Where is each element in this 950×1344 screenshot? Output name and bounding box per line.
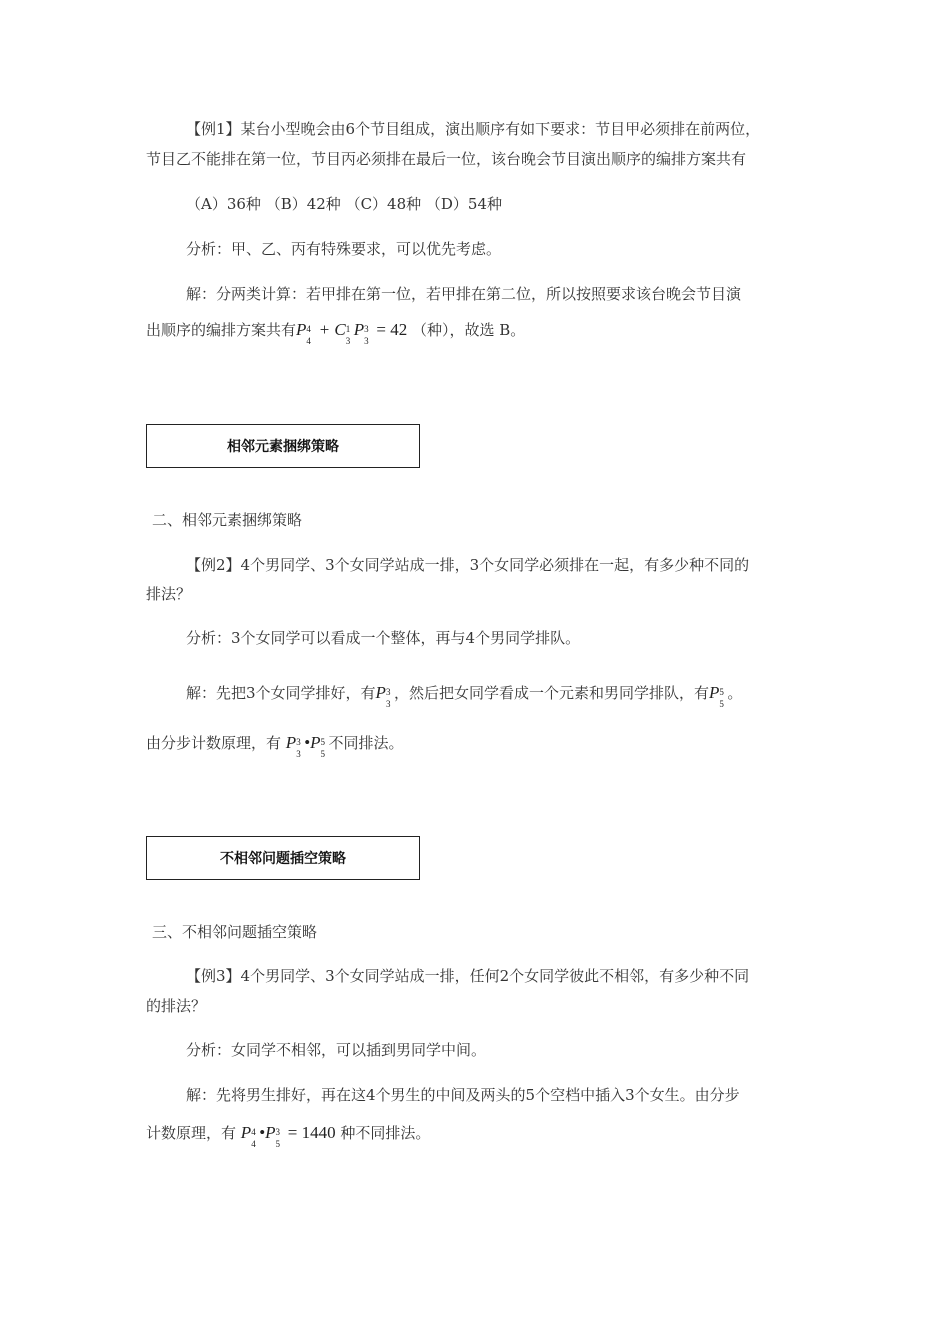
example2-solution-line1 — [186, 683, 743, 710]
example2-solution2-suffix: 不同排法。 — [328, 734, 404, 752]
example1-options: （A）36种 （B）42种 （C）48种 （D）54种 — [186, 195, 503, 213]
example2-question-line1: 【例2】4个男同学、3个女同学站成一排，3个女同学必须排在一起，有多少种不同的 — [186, 556, 750, 574]
section-title-box-adjacent — [146, 424, 420, 468]
example3-analysis: 分析：女同学不相邻，可以插到男同学中间。 — [186, 1041, 487, 1059]
section2-heading: 二、相邻元素捆绑策略 — [152, 511, 303, 529]
section3-heading: 三、不相邻问题插空策略 — [152, 923, 318, 941]
example2-analysis: 分析：3个女同学可以看成一个整体，再与4个男同学排队。 — [186, 629, 581, 647]
example2-formula-p55: P 5 5 — [708, 683, 724, 710]
example3-formula: P 4 4 •P 3 5 = 1440 — [240, 1123, 336, 1150]
example1-solution-line2 — [146, 320, 526, 347]
example3-question-line2: 的排法？ — [146, 997, 207, 1015]
example3-question-line1: 【例3】4个男同学、3个女同学站成一排，任何2个女同学彼此不相邻，有多少种不同 — [186, 967, 750, 985]
example1-question-line2: 节目乙不能排在第一位，节目丙必须排在最后一位，该台晚会节目演出顺序的编排方案共有 — [146, 150, 747, 168]
example2-solution-part-a: 解：先把3个女同学排好，有 — [186, 684, 376, 702]
example3-solution-line2 — [146, 1123, 431, 1150]
example3-solution2-prefix: 计数原理，有 — [146, 1124, 237, 1142]
section-title-box-adjacent-label: 相邻元素捆绑策略 — [227, 439, 339, 455]
example1-formula: P 4 4 + C 1 3 P 3 3 = 42 — [296, 320, 408, 347]
example2-question-line2: 排法？ — [146, 585, 192, 603]
section-title-box-nonadjacent-label: 不相邻问题插空策略 — [220, 851, 346, 867]
example1-solution-prefix: 出顺序的编排方案共有 — [146, 321, 297, 339]
example1-solution-suffix: （种），故选 B。 — [411, 321, 526, 339]
example1-question-line1: 【例1】某台小型晚会由6个节目组成，演出顺序有如下要求：节目甲必须排在前两位， — [186, 120, 761, 138]
section-title-box-nonadjacent — [146, 836, 420, 880]
example3-solution-line1: 解：先将男生排好，再在这4个男生的中间及两头的5个空档中插入3个女生。由分步 — [186, 1086, 740, 1104]
example3-formula-result: 1440 — [301, 1123, 336, 1142]
example2-formula-p33: P 3 3 — [375, 683, 391, 710]
example2-formula-product: P 3 3 •P 5 5 — [285, 733, 326, 760]
example1-analysis: 分析：甲、乙、丙有特殊要求，可以优先考虑。 — [186, 240, 502, 258]
example1-solution-line1: 解：分两类计算：若甲排在第一位，若甲排在第二位，所以按照要求该台晚会节目演 — [186, 285, 742, 303]
example2-solution-part-b: ，然后把女同学看成一个元素和男同学排队，有 — [393, 684, 709, 702]
example1-formula-result: 42 — [390, 320, 408, 339]
example2-solution2-prefix: 由分步计数原理，有 — [146, 734, 282, 752]
example2-solution-part-c: 。 — [727, 684, 743, 702]
example3-solution2-suffix: 种不同排法。 — [340, 1124, 431, 1142]
example2-solution-line2 — [146, 733, 404, 760]
